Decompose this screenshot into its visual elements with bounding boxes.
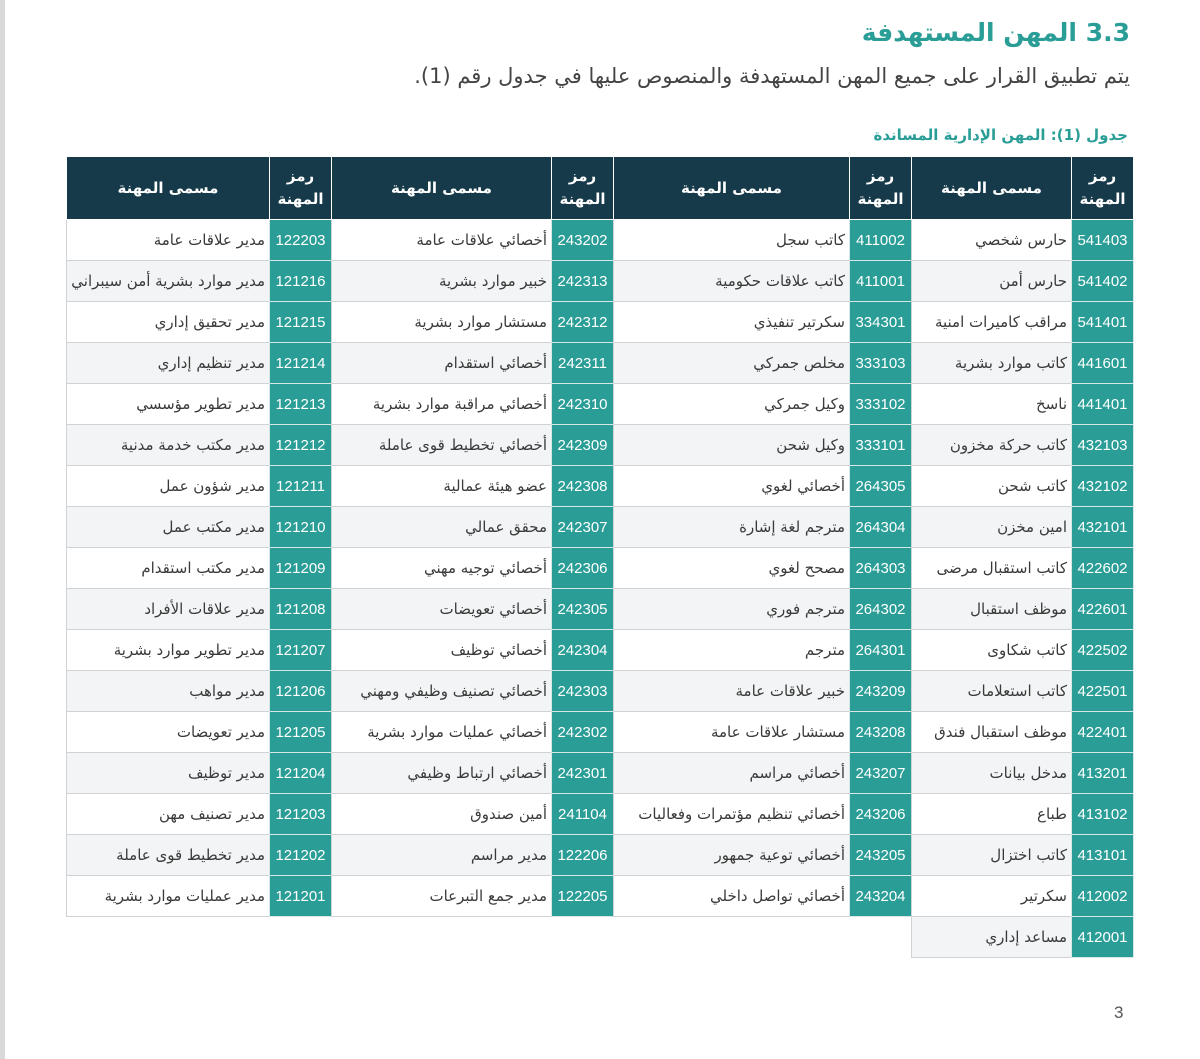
table-row [67,794,1134,835]
occupation-name: أخصائي مراقبة موارد بشرية [332,384,552,425]
table-row [67,425,1134,466]
occupation-code: 242310 [552,384,614,425]
occupation-code: 242312 [552,302,614,343]
occupation-code: 333102 [850,384,912,425]
occupation-name: مستشار موارد بشرية [332,302,552,343]
occupation-name: كاتب استعلامات [912,671,1072,712]
table-row [67,835,1134,876]
table-row [67,589,1134,630]
occupation-name: مساعد إداري [912,917,1072,958]
occupation-name: مدير مكتب استقدام [67,548,270,589]
occupation-code: 242309 [552,425,614,466]
occupation-code: 422401 [1072,712,1134,753]
occupation-code: 121216 [270,261,332,302]
occupation-code: 243205 [850,835,912,876]
occupation-name: مدير علاقات الأفراد [67,589,270,630]
occupation-code: 121212 [270,425,332,466]
occupation-name: ناسخ [912,384,1072,425]
table-header-row [67,157,1134,220]
occupation-name: أخصائي تنظيم مؤتمرات وفعاليات [614,794,850,835]
header-name: مسمى المهنة [67,157,270,220]
occupation-name: خبير علاقات عامة [614,671,850,712]
occupation-name: عضو هيئة عمالية [332,466,552,507]
occupation-code: 411002 [850,220,912,261]
occupation-code: 264301 [850,630,912,671]
occupation-code: 121209 [270,548,332,589]
table-row [67,671,1134,712]
header-name: مسمى المهنة [614,157,850,220]
occupation-name: كاتب سجل [614,220,850,261]
occupation-code: 242306 [552,548,614,589]
occupation-code: 432101 [1072,507,1134,548]
occupation-code: 121201 [270,876,332,917]
occupation-code: 121215 [270,302,332,343]
empty-cell [332,917,552,958]
occupation-code: 413102 [1072,794,1134,835]
occupation-code: 422501 [1072,671,1134,712]
table-row [67,917,1134,958]
occupation-code: 441601 [1072,343,1134,384]
occupation-code: 121205 [270,712,332,753]
occupation-code: 121206 [270,671,332,712]
occupation-code: 412001 [1072,917,1134,958]
occupation-code: 242308 [552,466,614,507]
occupation-name: مدير توظيف [67,753,270,794]
occupation-name: مدير تطوير مؤسسي [67,384,270,425]
occupation-name: مدير عمليات موارد بشرية [67,876,270,917]
occupation-name: كاتب شكاوى [912,630,1072,671]
table-row [67,302,1134,343]
occupation-code: 242307 [552,507,614,548]
table-row [67,548,1134,589]
occupation-name: حارس أمن [912,261,1072,302]
occupation-name: كاتب استقبال مرضى [912,548,1072,589]
section-title: 3.3 المهن المستهدفة [861,18,1130,47]
occupation-name: مدخل بيانات [912,753,1072,794]
occupation-code: 121208 [270,589,332,630]
occupation-code: 122205 [552,876,614,917]
empty-cell [270,917,332,958]
occupation-name: كاتب حركة مخزون [912,425,1072,466]
occupation-code: 243208 [850,712,912,753]
occupation-name: مدير مواهب [67,671,270,712]
occupation-code: 242313 [552,261,614,302]
occupation-code: 264304 [850,507,912,548]
occupation-code: 432102 [1072,466,1134,507]
occupation-code: 242303 [552,671,614,712]
occupation-code: 334301 [850,302,912,343]
occupation-name: محقق عمالي [332,507,552,548]
occupation-name: وكيل جمركي [614,384,850,425]
empty-cell [850,917,912,958]
table-row [67,384,1134,425]
occupation-code: 441401 [1072,384,1134,425]
occupation-code: 422502 [1072,630,1134,671]
table-row [67,466,1134,507]
occupation-name: أخصائي تعويضات [332,589,552,630]
occupation-name: مدير تنظيم إداري [67,343,270,384]
occupation-name: أخصائي توجيه مهني [332,548,552,589]
header-code: رمز المهنة [1072,157,1134,220]
occupation-code: 122206 [552,835,614,876]
header-name: مسمى المهنة [912,157,1072,220]
occupation-code: 333103 [850,343,912,384]
occupation-code: 412002 [1072,876,1134,917]
occupation-code: 541401 [1072,302,1134,343]
occupation-name: موظف استقبال فندق [912,712,1072,753]
occupation-code: 121207 [270,630,332,671]
occupations-table [66,156,1134,958]
occupation-code: 432103 [1072,425,1134,466]
empty-cell [552,917,614,958]
occupation-code: 121214 [270,343,332,384]
table-row [67,630,1134,671]
occupation-code: 242304 [552,630,614,671]
header-code: رمز المهنة [270,157,332,220]
occupation-name: أخصائي تخطيط قوى عاملة [332,425,552,466]
occupation-code: 541403 [1072,220,1134,261]
header-code: رمز المهنة [850,157,912,220]
table-row [67,220,1134,261]
table-row [67,261,1134,302]
occupation-code: 541402 [1072,261,1134,302]
occupation-name: مدير شؤون عمل [67,466,270,507]
occupation-name: حارس شخصي [912,220,1072,261]
occupation-name: مدير تعويضات [67,712,270,753]
occupation-name: مدير مكتب عمل [67,507,270,548]
occupation-name: وكيل شحن [614,425,850,466]
occupation-code: 242302 [552,712,614,753]
occupation-name: أخصائي توعية جمهور [614,835,850,876]
header-name: مسمى المهنة [332,157,552,220]
occupation-name: طباع [912,794,1072,835]
occupation-name: سكرتير [912,876,1072,917]
occupation-name: مترجم فوري [614,589,850,630]
section-intro: يتم تطبيق القرار على جميع المهن المستهدفة والمنصوص عليها في جدول رقم (1). [414,64,1130,88]
occupation-name: مدير موارد بشرية أمن سيبراني [67,261,270,302]
table-row [67,712,1134,753]
occupation-code: 243204 [850,876,912,917]
occupation-name: أخصائي لغوي [614,466,850,507]
occupation-name: أخصائي علاقات عامة [332,220,552,261]
occupation-code: 422601 [1072,589,1134,630]
occupation-name: مدير تطوير موارد بشرية [67,630,270,671]
table-row [67,753,1134,794]
occupation-name: مراقب كاميرات امنية [912,302,1072,343]
empty-cell [67,917,270,958]
occupation-code: 413101 [1072,835,1134,876]
occupation-name: مدير تحقيق إداري [67,302,270,343]
occupation-name: أخصائي تصنيف وظيفي ومهني [332,671,552,712]
occupation-name: مستشار علاقات عامة [614,712,850,753]
occupation-code: 121213 [270,384,332,425]
occupation-name: موظف استقبال [912,589,1072,630]
occupation-name: مدير تصنيف مهن [67,794,270,835]
occupation-name: مخلص جمركي [614,343,850,384]
occupation-name: أخصائي توظيف [332,630,552,671]
occupation-name: مدير علاقات عامة [67,220,270,261]
occupation-name: مترجم لغة إشارة [614,507,850,548]
occupation-code: 121203 [270,794,332,835]
occupation-code: 121204 [270,753,332,794]
occupation-name: أخصائي مراسم [614,753,850,794]
occupation-name: مدير تخطيط قوى عاملة [67,835,270,876]
occupation-code: 121210 [270,507,332,548]
occupation-name: أخصائي ارتباط وظيفي [332,753,552,794]
occupation-name: كاتب شحن [912,466,1072,507]
occupation-name: أخصائي عمليات موارد بشرية [332,712,552,753]
occupation-code: 243206 [850,794,912,835]
occupation-code: 121211 [270,466,332,507]
occupation-name: مدير جمع التبرعات [332,876,552,917]
occupation-name: مصحح لغوي [614,548,850,589]
occupation-code: 241104 [552,794,614,835]
occupation-name: مدير مكتب خدمة مدنية [67,425,270,466]
page-number: 3 [1114,1003,1124,1022]
occupation-code: 242305 [552,589,614,630]
occupation-name: خبير موارد بشرية [332,261,552,302]
table-row [67,343,1134,384]
occupation-name: كاتب علاقات حكومية [614,261,850,302]
occupation-code: 413201 [1072,753,1134,794]
occupation-code: 411001 [850,261,912,302]
table-caption: جدول (1): المهن الإدارية المساندة [873,126,1128,144]
occupation-code: 122203 [270,220,332,261]
occupation-name: كاتب اختزال [912,835,1072,876]
occupation-name: أخصائي استقدام [332,343,552,384]
occupation-name: امين مخزن [912,507,1072,548]
table-row [67,876,1134,917]
empty-cell [614,917,850,958]
occupation-code: 264303 [850,548,912,589]
page-edge-shadow [0,0,5,1059]
occupation-name: مدير مراسم [332,835,552,876]
occupation-code: 242311 [552,343,614,384]
occupation-name: مترجم [614,630,850,671]
occupation-name: سكرتير تنفيذي [614,302,850,343]
occupation-code: 264305 [850,466,912,507]
table-row [67,507,1134,548]
occupation-name: أخصائي تواصل داخلي [614,876,850,917]
occupation-name: أمين صندوق [332,794,552,835]
occupation-code: 333101 [850,425,912,466]
occupation-code: 243209 [850,671,912,712]
occupation-code: 264302 [850,589,912,630]
occupation-code: 243202 [552,220,614,261]
header-code: رمز المهنة [552,157,614,220]
table-body [67,220,1134,958]
occupation-code: 121202 [270,835,332,876]
occupation-code: 422602 [1072,548,1134,589]
occupation-name: كاتب موارد بشرية [912,343,1072,384]
occupation-code: 243207 [850,753,912,794]
occupation-code: 242301 [552,753,614,794]
